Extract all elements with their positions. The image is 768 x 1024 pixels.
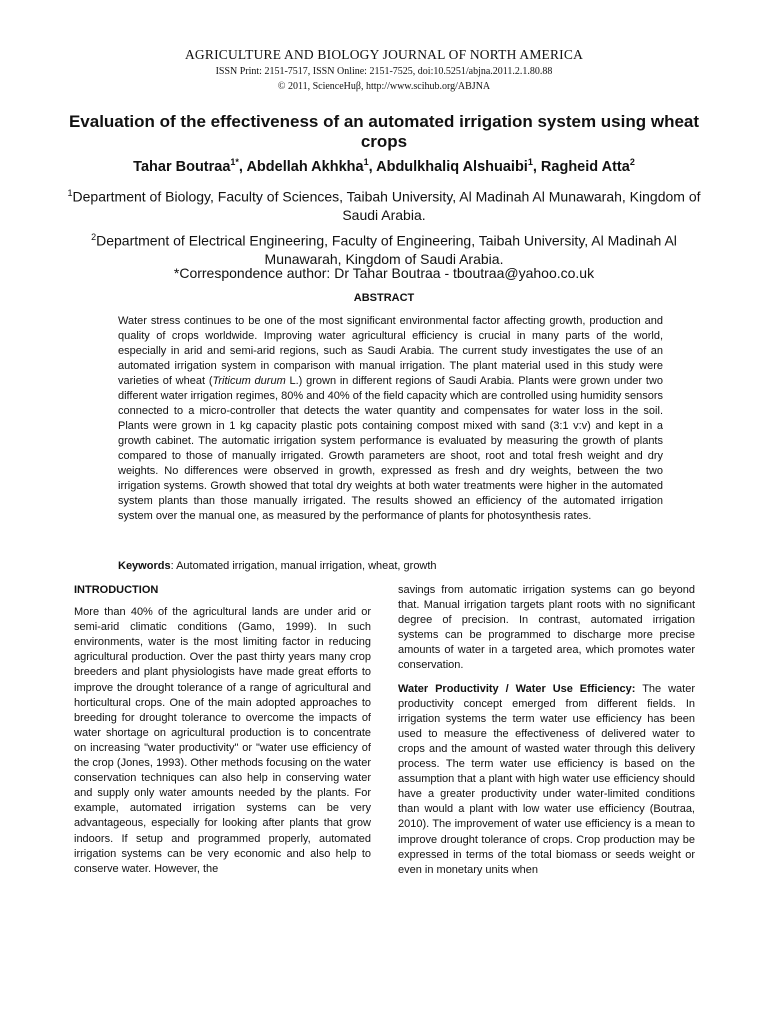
affiliation-1 xyxy=(60,184,708,224)
paper-title: Evaluation of the effectiveness of an automated irrigation system using wheat crops xyxy=(68,112,700,151)
author-sup: 1 xyxy=(363,157,369,167)
water-productivity-text: The water productivity concept emerged from different fields. In irrigation systems the term water use efficiency has been used to measure the effectiveness of delivered water to crops and the amount of wasted water through this delivery process. The term water use efficiency is based on the assumption that a plant with high water use efficiency should have a greater productivity under water-limited conditions than would a plant with low water use efficiency (Boutraa, 2010). The improvement of water use efficiency is a mean to improve drought tolerance of crops. Crop production may be expressed in terms of the total biomass or seeds weight or even in monetary units when xyxy=(398,682,695,876)
introduction-paragraph: More than 40% of the agricultural lands are under arid or semi-arid climatic conditions (Gamo, 1999). In such environments, water is the most limiting factor in reducing agricultural production. Over the past thirty years many crop breeders and plant physiologists have made great efforts to improve the drought tolerance of a range of agricultural and horticultural crops. One of the main adopted approaches to breeding for drought tolerance to overcome the impacts of water shortage on agricultural production is to concentrate on increasing "water productivity" or "water use efficiency of the crop (Jones, 1993). Other methods focusing on the water conservation techniques can also help in conserving water and supply only water amounts needed by the plants. For example, automated irrigation systems can be very advantageous, especially for looking after plants that grow indoors. If setup and programmed properly, automated irrigation systems can be very economic and also help to conserve water. However, the xyxy=(74,606,371,875)
author-name: Tahar Boutraa xyxy=(133,158,231,175)
journal-name: AGRICULTURE AND BIOLOGY JOURNAL OF NORTH AMERICA xyxy=(184,47,584,62)
affiliation-text: Department of Electrical Engineering, Faculty of Engineering, Taibah University, Al Madinah Al Munawarah, Kingdom of Saudi Arabia. xyxy=(96,232,677,267)
left-column xyxy=(74,583,371,885)
affiliation-sup: 1 xyxy=(67,188,73,198)
author-sup: 1* xyxy=(230,157,239,167)
introduction-heading: INTRODUCTION xyxy=(74,584,159,596)
author-sep: , xyxy=(238,158,247,175)
water-productivity-paragraph xyxy=(398,682,695,878)
species-name: Triticum durum xyxy=(212,375,286,387)
author-sep: , xyxy=(368,158,377,175)
body-paragraph: savings from automatic irrigation systems can go beyond that. Manual irrigation targets plant roots with no significant degree of precision. In contrast, automated irrigation systems can be programmed to discharge more precise amounts of water in a targeted area, which promotes water conservation. xyxy=(398,584,695,672)
affiliation-2 xyxy=(60,228,708,268)
affiliation-sup: 2 xyxy=(91,232,97,242)
author-sup: 2 xyxy=(629,157,635,167)
author-name: Ragheid Atta xyxy=(540,158,630,175)
copyright-line: © 2011, ScienceHuβ, http://www.scihub.org/ABJNA xyxy=(277,81,491,92)
issn-line: ISSN Print: 2151-7517, ISSN Online: 2151-7525, doi:10.5251/abjna.2011.2.1.80.88 xyxy=(215,66,553,77)
author-sep: , xyxy=(532,158,541,175)
abstract-text-part: L.) grown in different regions of Saudi Arabia. Plants were grown under two different water irrigation regimes, 80% and 40% of the field capacity which are controlled using humidity sensors connected to a micro-controller that detects the water quantity and compensates for water loss in the soil. Plants were grown in 1 kg capacity plastic pots containing compost mixed with sand (3:1 v:v) and kept in a growth cabinet. The automatic irrigation system performance is evaluated by measuring the growth of plants compared to those of manually irrigated. Growth parameters are shoot, root and total fresh weight and dry weights. No differences were observed in growth, expressed as fresh and dry weights, between the two irrigation systems. Growth showed that total dry weights at both water treatments were higher in the automated system plants than those manually irrigated. The results showed an efficiency of the automated irrigation system over the manual one, as measured by the performance of plants for photosynthesis rates. xyxy=(118,375,663,522)
abstract-text xyxy=(118,314,663,524)
author-sup: 1 xyxy=(527,157,533,167)
keywords-text: : Automated irrigation, manual irrigation, wheat, growth xyxy=(170,560,437,572)
author-name: Abdulkhaliq Alshuaibi xyxy=(376,158,528,175)
abstract-heading: ABSTRACT xyxy=(353,292,415,304)
keywords-line xyxy=(118,560,678,572)
correspondence-line: *Correspondence author: Dr Tahar Boutraa - tboutraa@yahoo.co.uk xyxy=(173,265,595,281)
keywords-label: Keywords xyxy=(118,560,171,572)
affiliation-text: Department of Biology, Faculty of Sciences, Taibah University, Al Madinah Al Munawarah, Kingdom of Saudi Arabia. xyxy=(72,188,701,223)
right-column xyxy=(398,583,695,886)
water-productivity-heading: Water Productivity / Water Use Efficiency: xyxy=(398,682,636,695)
abstract-text-part: Water stress continues to be one of the most significant environmental factor affecting growth, production and quality of crops worldwide. Improving water agricultural efficiency is crucial in many parts of the world, especially in arid and semi-arid regions, such as Saudi Arabia. The current study investigates the use of an automated irrigation system in comparison with manual irrigation. The plant material used in this study were varieties of wheat ( xyxy=(118,315,663,387)
author-name: Abdellah Akhkha xyxy=(246,158,364,175)
author-list xyxy=(40,157,728,175)
